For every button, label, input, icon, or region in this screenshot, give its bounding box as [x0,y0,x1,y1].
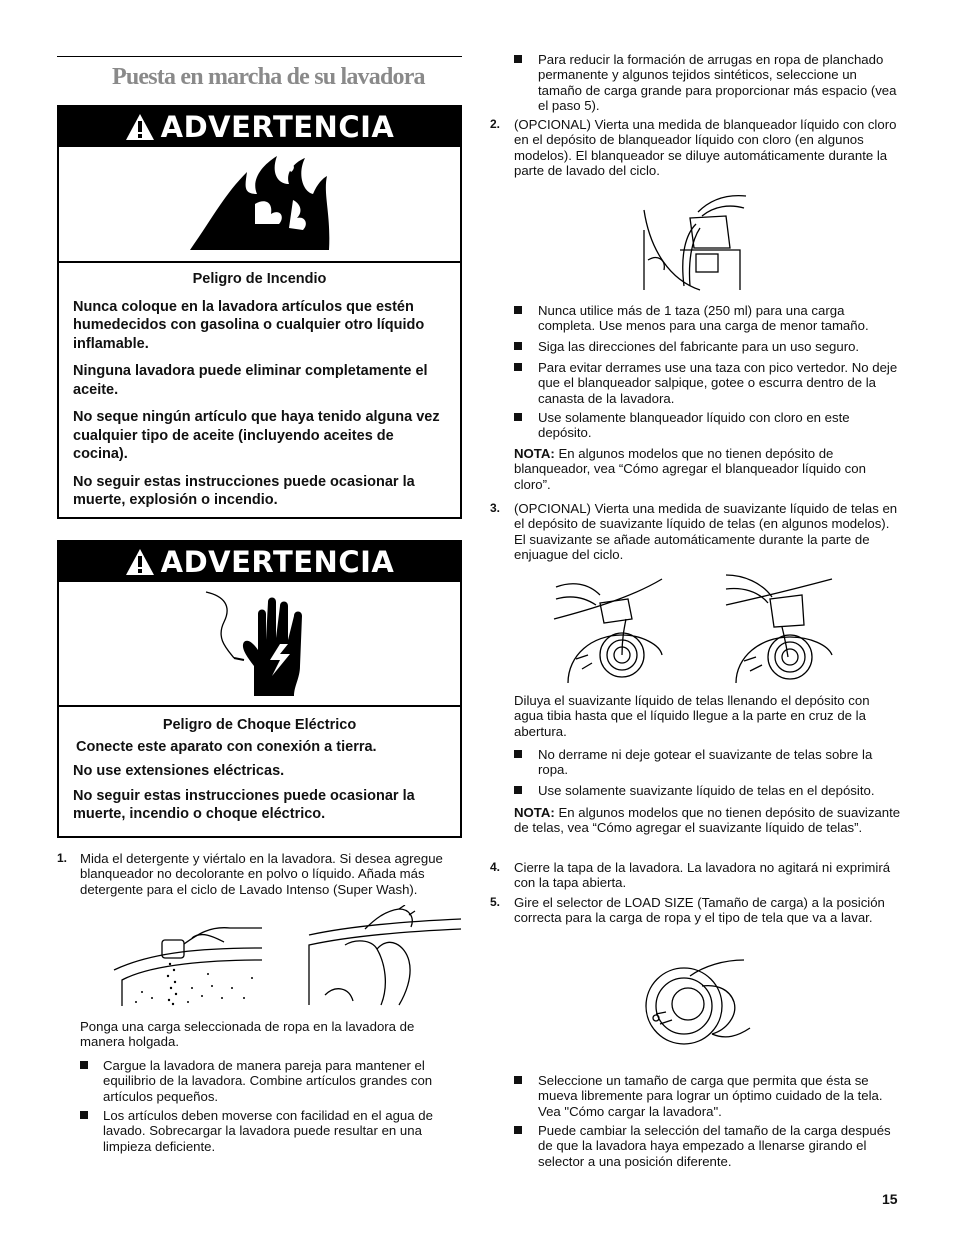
bullet-item [514,1073,904,1119]
fire-paragraph: Nunca coloque en la lavadora artículos que estén humedecidos con gasolina o cualquier otro líquido inflamable. [73,298,425,352]
step-4 [490,860,900,891]
note-label: NOTA: [514,805,555,820]
load-clothes-illustration [305,905,465,1008]
section-title: Puesta en marcha de su lavadora [112,64,425,90]
dilute-text: Diluya el suavizante líquido de telas llenando el depósito con agua tibia hasta que el líquido llegue a la parte en cruz de la abertura. [514,693,870,739]
bullet-text: Use solamente blanqueador líquido con cloro en este depósito. [538,410,850,441]
load-text: Ponga una carga seleccionada de ropa en la lavadora de manera holgada. [80,1019,415,1050]
step-number: 3. [490,501,501,515]
pour-bleach-illustration [640,190,750,292]
pour-softener-illustration [552,575,664,683]
step-number: 4. [490,860,501,874]
step-text: Gire el selector de LOAD SIZE (Tamaño de carga) a la posición correcta para la carga de ropa y el tipo de tela que va a lavar. [514,895,885,926]
pour-detergent-illustration [112,908,267,1008]
bullet-item [514,783,904,798]
note-1 [514,446,902,492]
fire-paragraph: Ninguna lavadora puede eliminar completamente el aceite. [73,363,428,398]
fire-icon [185,154,335,254]
bullet-item [514,1123,904,1169]
warning-banner-text: ADVERTENCIA [160,110,395,144]
fire-paragraph: No seguir estas instrucciones puede ocasionar la muerte, explosión o incendio. [73,473,415,508]
note-text: En algunos modelos que no tienen depósito de blanqueador, vea “Cómo agregar el blanqueador líquido con cloro”. [514,446,866,492]
step-1 [57,851,462,897]
bullet-square-icon [514,306,522,314]
step-3 [490,501,900,562]
warning-triangle-icon [125,113,155,141]
bullet-square-icon [80,1061,88,1069]
step-5 [490,895,900,926]
bullet-square-icon [514,413,522,421]
warning-banner [59,107,460,147]
step-number: 5. [490,895,501,909]
step-2 [490,117,900,178]
shock-warning-box [57,540,462,838]
bullet-item [514,303,904,334]
bullet-text: Cargue la lavadora de manera pareja para mantener el equilibrio de la lavadora. Combine artículos grandes con artículos pequeños. [103,1058,433,1104]
bullet-text: Siga las direcciones del fabricante para un uso seguro. [538,339,860,354]
fire-picture [59,147,460,263]
bullet-square-icon [514,750,522,758]
warning-banner [59,542,460,582]
load-size-dial-illustration [642,956,754,1056]
note-2 [514,805,902,836]
fire-heading: Peligro de Incendio [192,271,327,287]
step-text: (OPCIONAL) Vierta una medida de suavizante líquido de telas en el depósito de suavizante líquido de telas (en algunos modelos). El suavizante se añade automáticamente durante la parte de enjuague del ciclo. [514,501,898,562]
electric-hand-icon [200,588,320,700]
warning-banner-text: ADVERTENCIA [160,545,395,579]
note-label: NOTA: [514,446,555,461]
shock-picture [59,582,460,707]
bullet-text: Para reducir la formación de arrugas en ropa de planchado permanente y algunos tejidos sintéticos, seleccione un tamaño de carga grande para proporcionar más espacio (vea el paso 5). [538,52,897,113]
page-number: 15 [882,1191,898,1207]
bullet-text: Puede cambiar la selección del tamaño de la carga después de que la lavadora haya empezado a llenarse girando el selector a una posición diferente. [538,1123,891,1169]
step-number: 1. [57,851,68,865]
step-text: Mida el detergente y viértalo en la lavadora. Si desea agregue blanqueador no decolorante en polvo o líquido. Añada más detergente para el ciclo de Lavado Intenso (Super Wash). [80,851,443,897]
bullet-item [514,52,904,113]
bullet-text: Nunca utilice más de 1 taza (250 ml) para una carga completa. Use menos para una carga de menor tamaño. [538,303,869,334]
bullet-square-icon [80,1111,88,1119]
note-text: En algunos modelos que no tienen depósito de suavizante de telas, vea “Cómo agregar el suavizante líquido de telas”. [514,805,901,836]
shock-paragraph: Conecte este aparato con conexión a tierra. [76,738,377,755]
bullet-item [514,360,904,406]
bullet-item [80,1108,462,1154]
warning-triangle-icon [125,548,155,576]
bullet-item [514,747,904,778]
pour-softener-cup-illustration [722,573,834,683]
bullet-text: Para evitar derrames use una taza con pico vertedor. No deje que el blanqueador salpique, gotee o escurra dentro de la canasta de la lavadora. [538,360,898,406]
bullet-item [514,410,904,441]
fire-paragraph: No seque ningún artículo que haya tenido alguna vez cualquier tipo de aceite (incluyendo aceites de cocina). [73,409,440,462]
bullet-square-icon [514,363,522,371]
bullet-text: Use solamente suavizante líquido de telas en el depósito. [538,783,875,798]
bullet-text: Los artículos deben moverse con facilidad en el agua de lavado. Sobrecargar la lavadora puede resultar en una limpieza deficiente. [103,1108,433,1154]
bullet-text: No derrame ni deje gotear el suavizante de telas sobre la ropa. [538,747,873,778]
bullet-square-icon [514,342,522,350]
shock-heading: Peligro de Choque Eléctrico [162,717,357,733]
bullet-square-icon [514,786,522,794]
bullet-item [80,1058,462,1104]
step-number: 2. [490,117,501,131]
step-text: Cierre la tapa de la lavadora. La lavadora no agitará ni exprimirá con la tapa abierta. [514,860,891,891]
bullet-item [514,339,904,354]
bullet-text: Seleccione un tamaño de carga que permita que ésta se mueva libremente para lograr un óptimo cuidado de la tela. Vea "Cómo cargar la lavadora". [538,1073,883,1119]
bullet-square-icon [514,1126,522,1134]
shock-paragraph: No use extensiones eléctricas. [73,763,285,779]
fire-warning-box [57,105,462,519]
step-text: (OPCIONAL) Vierta una medida de blanqueador líquido con cloro en el depósito de blanqueador líquido con cloro (en algunos modelos). El blanqueador se diluye automáticamente durante la parte de lavado del ciclo. [514,117,897,178]
shock-paragraph: No seguir estas instrucciones puede ocasionar la muerte, incendio o choque eléctrico. [73,787,415,822]
bullet-square-icon [514,55,522,63]
section-rule [57,56,462,57]
bullet-square-icon [514,1076,522,1084]
